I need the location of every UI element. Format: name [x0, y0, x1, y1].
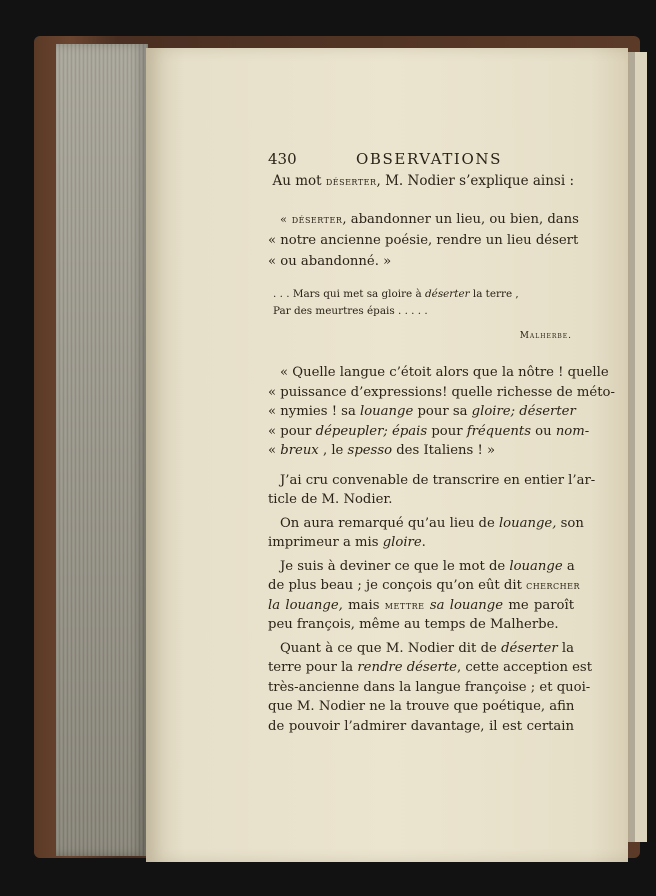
quote-line: « Quelle langue c’étoit alors que la nôtre ! quelle — [280, 365, 609, 380]
body-line — [268, 658, 592, 678]
small-caps-run: chercher — [526, 578, 580, 592]
italic-run: gloire; déserter — [471, 404, 576, 419]
page-header — [268, 150, 574, 172]
exclamation-quote — [268, 363, 615, 461]
italic-run: louange — [360, 404, 414, 419]
text-run: mais — [342, 597, 385, 613]
intro-before: Au mot — [272, 173, 326, 189]
body-line — [268, 576, 580, 596]
text-run: Quant à ce que M. Nodier dit de — [280, 640, 502, 656]
small-caps-run: mettre — [384, 597, 425, 612]
body-line — [268, 514, 584, 534]
body-line — [268, 533, 574, 553]
paragraph-printer — [268, 514, 584, 553]
italic-run: fréquents — [466, 423, 531, 439]
running-title: OBSERVATIONS — [356, 150, 502, 168]
body-line: ticle de M. Nodier. — [268, 492, 393, 507]
verse-italic: déserter — [425, 288, 470, 300]
intro-after: , M. Nodier s’explique ainsi : — [376, 173, 574, 189]
intro-keyword: déserter — [325, 174, 377, 188]
body-line: très-ancienne dans la langue françoise ; et quoi- — [268, 679, 591, 695]
italic-run: spesso — [347, 443, 393, 458]
italic-run: dépeupler; épais — [315, 423, 428, 439]
text-run: « nymies ! sa — [268, 404, 361, 419]
italic-run: breux — [280, 443, 319, 458]
text-run: imprimeur a mis — [268, 535, 383, 550]
facing-page-edge — [628, 52, 647, 842]
quote-line — [268, 422, 590, 442]
body-line — [268, 557, 574, 577]
text-run: des Italiens ! » — [392, 443, 496, 458]
quote-line — [268, 402, 574, 422]
verse-text: la terre , — [469, 288, 519, 300]
text-run: , le — [318, 443, 348, 458]
page-number: 430 — [268, 150, 297, 168]
body-line: peu françois, même au temps de Malherbe. — [268, 617, 559, 632]
text-run: de plus beau ; je conçois qu’on eût dit — [268, 578, 527, 593]
verse-text: . . . Mars qui met sa gloire à — [273, 288, 426, 300]
text-run: On aura remarqué qu’au lieu de — [280, 515, 499, 531]
text-run: pour — [427, 423, 467, 439]
quote-keyword: « déserter — [280, 212, 343, 226]
body-line: que M. Nodier ne la trouve que poétique, afin — [268, 699, 575, 714]
verse-line: Par des meurtres épais . . . . . — [273, 305, 428, 317]
italic-run: louange — [509, 558, 563, 574]
text-run: . — [421, 535, 426, 550]
quote-line: « puissance d’expressions! quelle richesse de méto- — [268, 384, 615, 400]
text-run: terre pour la — [268, 660, 358, 675]
nodier-quote — [268, 209, 579, 272]
quote-line: « ou abandonné. » — [268, 254, 392, 269]
paragraph-louange — [268, 557, 580, 635]
text-run: pour sa — [413, 404, 472, 419]
italic-run: déserter — [501, 640, 558, 656]
quote-line: « notre ancienne poésie, rendre un lieu désert — [268, 233, 579, 248]
text-run: , cette acception est — [456, 660, 592, 675]
text-run: a — [562, 558, 575, 574]
paragraph-transcription — [268, 471, 596, 510]
verse-citation — [268, 286, 574, 345]
page-edges — [56, 44, 148, 856]
text-run: « pour — [268, 423, 316, 439]
text-run: Je suis à deviner ce que le mot de — [280, 558, 510, 574]
italic-run: gloire — [382, 535, 422, 550]
quote-line — [268, 441, 574, 461]
text-run: la — [557, 640, 574, 656]
italic-run: nom- — [555, 423, 590, 439]
text-run: son — [556, 515, 584, 531]
body-line: J’ai cru convenable de transcrire en entier l’ar- — [280, 472, 596, 488]
body-line — [268, 639, 574, 659]
verse-attribution: Malherbe. — [519, 331, 572, 341]
italic-run: louange, — [498, 515, 557, 531]
italic-run: rendre déserte — [357, 660, 457, 675]
paragraph-deserter — [268, 639, 592, 737]
text-run: ou — [530, 423, 556, 439]
quote-line — [268, 209, 579, 230]
text-run: « — [268, 443, 281, 458]
intro-line — [268, 173, 574, 189]
italic-run: sa louange — [424, 597, 504, 613]
page-text — [268, 150, 615, 736]
body-line — [268, 596, 574, 616]
text-run: me paroît — [503, 597, 574, 613]
italic-run: la louange, — [268, 597, 343, 613]
body-line: de pouvoir l’admirer davantage, il est certain — [268, 718, 574, 734]
verse-line — [273, 286, 574, 303]
quote-text: , abandonner un lieu, ou bien, dans — [342, 212, 579, 227]
